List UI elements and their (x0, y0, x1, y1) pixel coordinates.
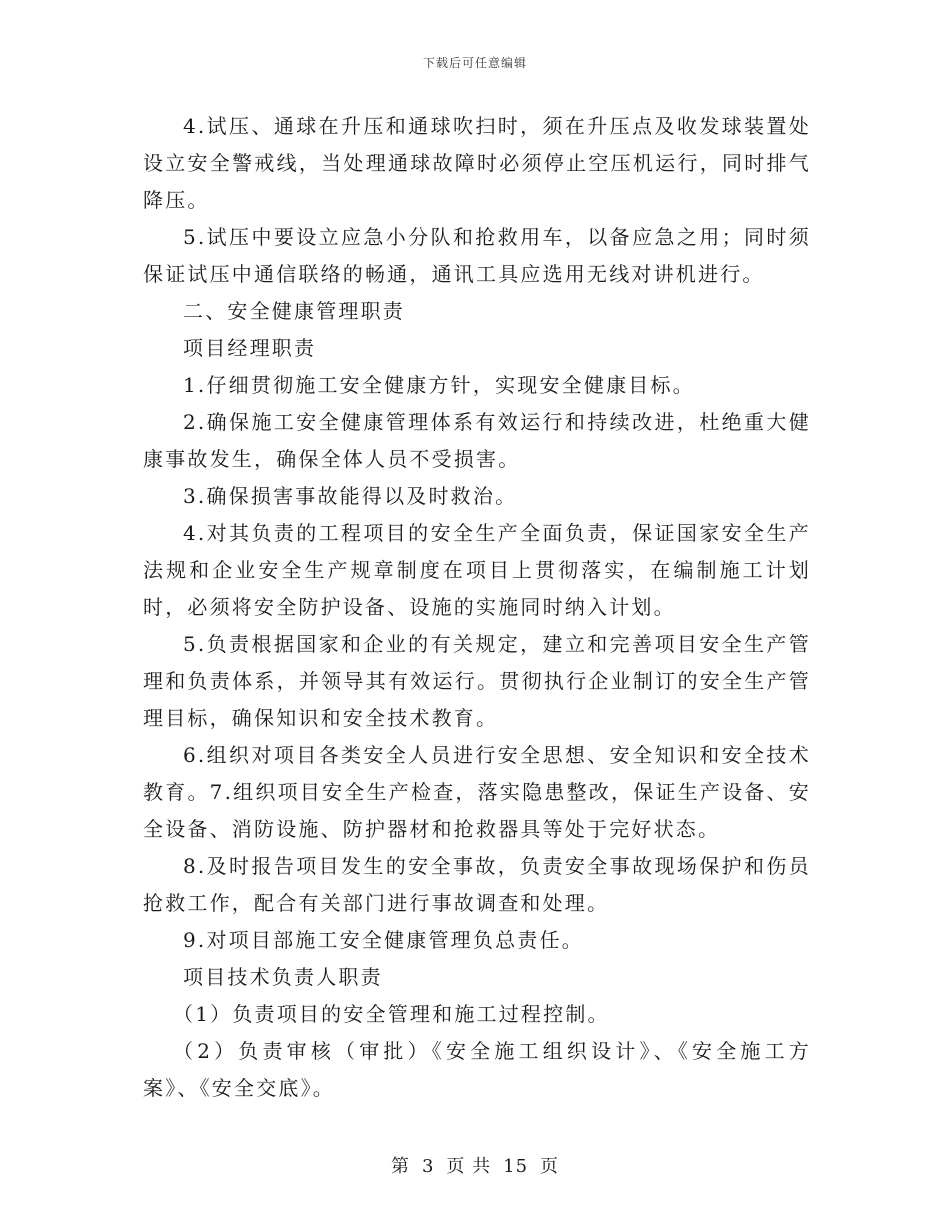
paragraph-pm-3: 3.确保损害事故能得以及时救治。 (183, 484, 518, 508)
footer-middle: 页 共 (446, 1156, 492, 1177)
paragraph-pm-1: 1.仔细贯彻施工安全健康方针，实现安全健康目标。 (183, 373, 695, 397)
footer-total-pages: 15 (503, 1156, 529, 1177)
footer-suffix: 页 (540, 1156, 560, 1177)
document-body (143, 108, 811, 1107)
paragraph-tl-2: （2）负责审核（审批）《安全施工组织设计》、《安全施工方案》、《安全交底》。 (143, 1039, 811, 1100)
paragraph-pm-2: 2.确保施工安全健康管理体系有效运行和持续改进，杜绝重大健康事故发生，确保全体人员不受损害。 (143, 410, 811, 471)
paragraph-pm-4: 4.对其负责的工程项目的安全生产全面负责，保证国家安全生产法规和企业安全生产规章制度在项目上贯彻落实，在编制施工计划时，必须将安全防护设备、设施的实施同时纳入计划。 (143, 521, 811, 619)
paragraph-tl-1: （1）负责项目的安全管理和施工过程控制。 (173, 1002, 610, 1026)
footer-prefix: 第 (390, 1156, 410, 1177)
page-number-footer (0, 1152, 950, 1178)
footer-page-number: 3 (421, 1156, 435, 1177)
paragraph-pm-9: 9.对项目部施工安全健康管理负总责任。 (183, 928, 584, 952)
paragraph-pm-6-7: 6.组织对项目各类安全人员进行安全思想、安全知识和安全技术教育。7.组织项目安全生产检查，落实隐患整改，保证生产设备、安全设备、消防设施、防护器材和抢救器具等处于完好状态。 (143, 743, 811, 841)
subheading-technical-lead: 项目技术负责人职责 (183, 965, 383, 989)
subheading-project-manager: 项目经理职责 (183, 336, 317, 360)
paragraph-pm-8: 8.及时报告项目发生的安全事故，负责安全事故现场保护和伤员抢救工作，配合有关部门进行事故调查和处理。 (143, 854, 811, 915)
paragraph-pm-5: 5.负责根据国家和企业的有关规定，建立和完善项目安全生产管理和负责体系，并领导其有效运行。贯彻执行企业制订的安全生产管理目标，确保知识和安全技术教育。 (143, 632, 811, 730)
header-note: 下载后可任意编辑 (422, 56, 527, 70)
paragraph-pressure-test-5: 5.试压中要设立应急小分队和抢救用车，以备应急之用；同时须保证试压中通信联络的畅通，通讯工具应选用无线对讲机进行。 (143, 225, 811, 286)
paragraph-pressure-test-4: 4.试压、通球在升压和通球吹扫时，须在升压点及收发球装置处设立安全警戒线，当处理通球故障时必须停止空压机运行，同时排气降压。 (143, 114, 811, 212)
section-heading-safety-duties: 二、安全健康管理职责 (183, 299, 405, 323)
